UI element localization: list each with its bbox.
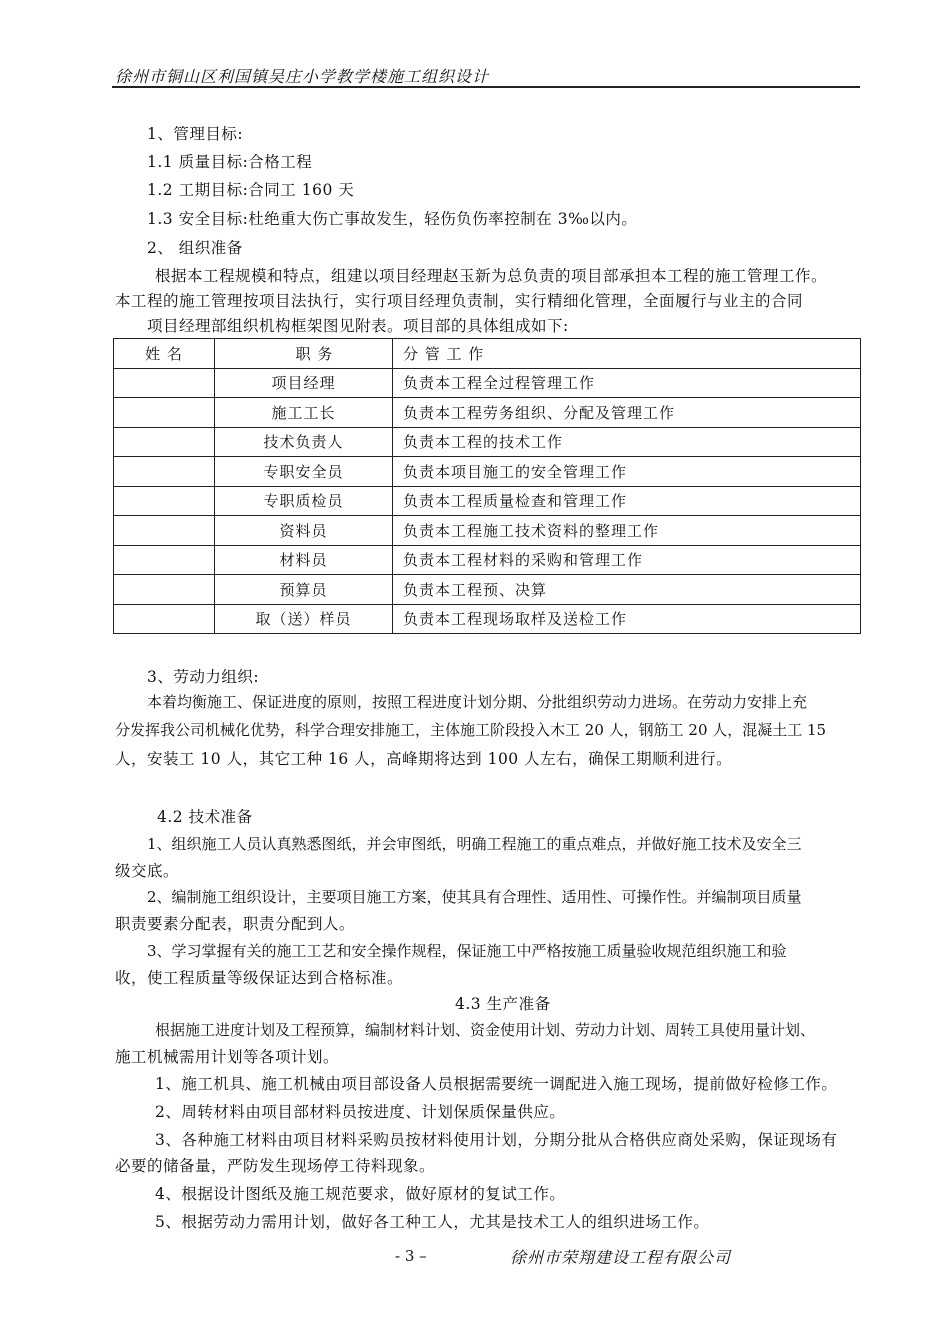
production-item-3-line-2: 必要的储备量，严防发生现场停工待料现象。 <box>115 1157 436 1175</box>
role-cell: 材料员 <box>215 545 393 575</box>
table-row <box>114 604 861 634</box>
name-cell <box>114 398 215 428</box>
header-divider <box>112 86 860 88</box>
duty-cell: 负责本工程劳务组织、分配及管理工作 <box>393 398 861 428</box>
header-name: 姓 名 <box>114 339 215 369</box>
management-goals-heading: 1、管理目标: <box>147 125 244 143</box>
table-row <box>114 427 861 457</box>
tech-item-2-line-2: 职责要素分配表，职责分配到人。 <box>115 915 356 933</box>
role-cell: 专职质检员 <box>215 486 393 516</box>
role-cell: 施工工长 <box>215 398 393 428</box>
staff-table <box>113 338 861 634</box>
role-cell: 专职安全员 <box>215 457 393 487</box>
table-row <box>114 516 861 546</box>
duty-cell: 负责本工程质量检查和管理工作 <box>393 486 861 516</box>
tech-item-1-line-2: 级交底。 <box>115 862 180 880</box>
production-item-3-line-1: 3、各种施工材料由项目材料采购员按材料使用计划，分期分批从合格供应商处采购，保证现场有 <box>155 1131 838 1149</box>
name-cell <box>114 516 215 546</box>
page-header-title: 徐州市铜山区利国镇吴庄小学教学楼施工组织设计 <box>115 67 490 86</box>
labor-line-3: 人，安装工 10 人，其它工种 16 人，高峰期将达到 100 人左右，确保工期顺利进行。 <box>115 750 733 768</box>
role-cell: 技术负责人 <box>215 427 393 457</box>
name-cell <box>114 427 215 457</box>
footer-company: 徐州市荣翔建设工程有限公司 <box>510 1248 732 1267</box>
safety-goal: 1.3 安全目标:杜绝重大伤亡事故发生，轻伤负伤率控制在 3‰以内。 <box>147 210 638 228</box>
production-item-2: 2、周转材料由项目部材料员按进度、计划保质保量供应。 <box>155 1103 566 1121</box>
duty-cell: 负责本项目施工的安全管理工作 <box>393 457 861 487</box>
role-cell: 资料员 <box>215 516 393 546</box>
header-duty: 分 管 工 作 <box>393 339 861 369</box>
schedule-goal: 1.2 工期目标:合同工 160 天 <box>147 181 355 199</box>
organization-paragraph-2: 本工程的施工管理按项目法执行，实行项目经理负责制，实行精细化管理，全面履行与业主的合同 <box>115 292 804 310</box>
name-cell <box>114 368 215 398</box>
labor-heading: 3、劳动力组织: <box>147 668 260 686</box>
tech-item-2-line-1: 2、编制施工组织设计，主要项目施工方案，使其具有合理性、适用性、可操作性。并编制项目质量 <box>147 888 802 906</box>
organization-heading: 2、 组织准备 <box>147 239 243 257</box>
production-item-1: 1、施工机具、施工机械由项目部设备人员根据需要统一调配进入施工现场，提前做好检修工作。 <box>155 1075 838 1093</box>
role-cell: 预算员 <box>215 575 393 605</box>
name-cell <box>114 575 215 605</box>
name-cell <box>114 486 215 516</box>
duty-cell: 负责本工程的技术工作 <box>393 427 861 457</box>
page-number: - 3 – <box>395 1247 427 1265</box>
production-item-5: 5、根据劳动力需用计划，做好各工种工人，尤其是技术工人的组织进场工作。 <box>155 1213 710 1231</box>
labor-line-2: 分发挥我公司机械化优势，科学合理安排施工，主体施工阶段投入木工 20 人，钢筋工 20 人，混凝土工 15 <box>115 721 827 739</box>
duty-cell: 负责本工程预、决算 <box>393 575 861 605</box>
role-cell: 项目经理 <box>215 368 393 398</box>
role-cell: 取（送）样员 <box>215 604 393 634</box>
duty-cell: 负责本工程材料的采购和管理工作 <box>393 545 861 575</box>
production-intro-line-2: 施工机械需用计划等各项计划。 <box>115 1048 340 1066</box>
table-row <box>114 457 861 487</box>
header-role: 职 务 <box>215 339 393 369</box>
organization-paragraph-1: 根据本工程规模和特点，组建以项目经理赵玉新为总负责的项目部承担本工程的施工管理工作。 <box>155 267 828 285</box>
name-cell <box>114 545 215 575</box>
table-header-row <box>114 339 861 369</box>
name-cell <box>114 457 215 487</box>
duty-cell: 负责本工程全过程管理工作 <box>393 368 861 398</box>
table-row <box>114 575 861 605</box>
duty-cell: 负责本工程现场取样及送检工作 <box>393 604 861 634</box>
quality-goal: 1.1 质量目标:合格工程 <box>147 153 313 171</box>
tech-item-3-line-2: 收，使工程质量等级保证达到合格标准。 <box>115 969 404 987</box>
production-intro-line-1: 根据施工进度计划及工程预算，编制材料计划、资金使用计划、劳动力计划、周转工具使用量计划、 <box>155 1021 816 1039</box>
production-prep-heading: 4.3 生产准备 <box>455 995 551 1013</box>
tech-item-3-line-1: 3、学习掌握有关的施工工艺和安全操作规程，保证施工中严格按施工质量验收规范组织施工和验 <box>147 942 787 960</box>
table-row <box>114 368 861 398</box>
duty-cell: 负责本工程施工技术资料的整理工作 <box>393 516 861 546</box>
tech-item-1-line-1: 1、组织施工人员认真熟悉图纸，并会审图纸，明确工程施工的重点难点，并做好施工技术及安全三 <box>147 835 802 853</box>
labor-line-1: 本着均衡施工、保证进度的原则，按照工程进度计划分期、分批组织劳动力进场。在劳动力安排上充 <box>147 693 808 711</box>
tech-prep-heading: 4.2 技术准备 <box>157 808 253 826</box>
production-item-4: 4、根据设计图纸及施工规范要求，做好原材的复试工作。 <box>155 1185 566 1203</box>
table-row <box>114 545 861 575</box>
table-row <box>114 398 861 428</box>
organization-paragraph-3: 项目经理部组织机构框架图见附表。项目部的具体组成如下: <box>147 317 569 335</box>
name-cell <box>114 604 215 634</box>
table-row <box>114 486 861 516</box>
